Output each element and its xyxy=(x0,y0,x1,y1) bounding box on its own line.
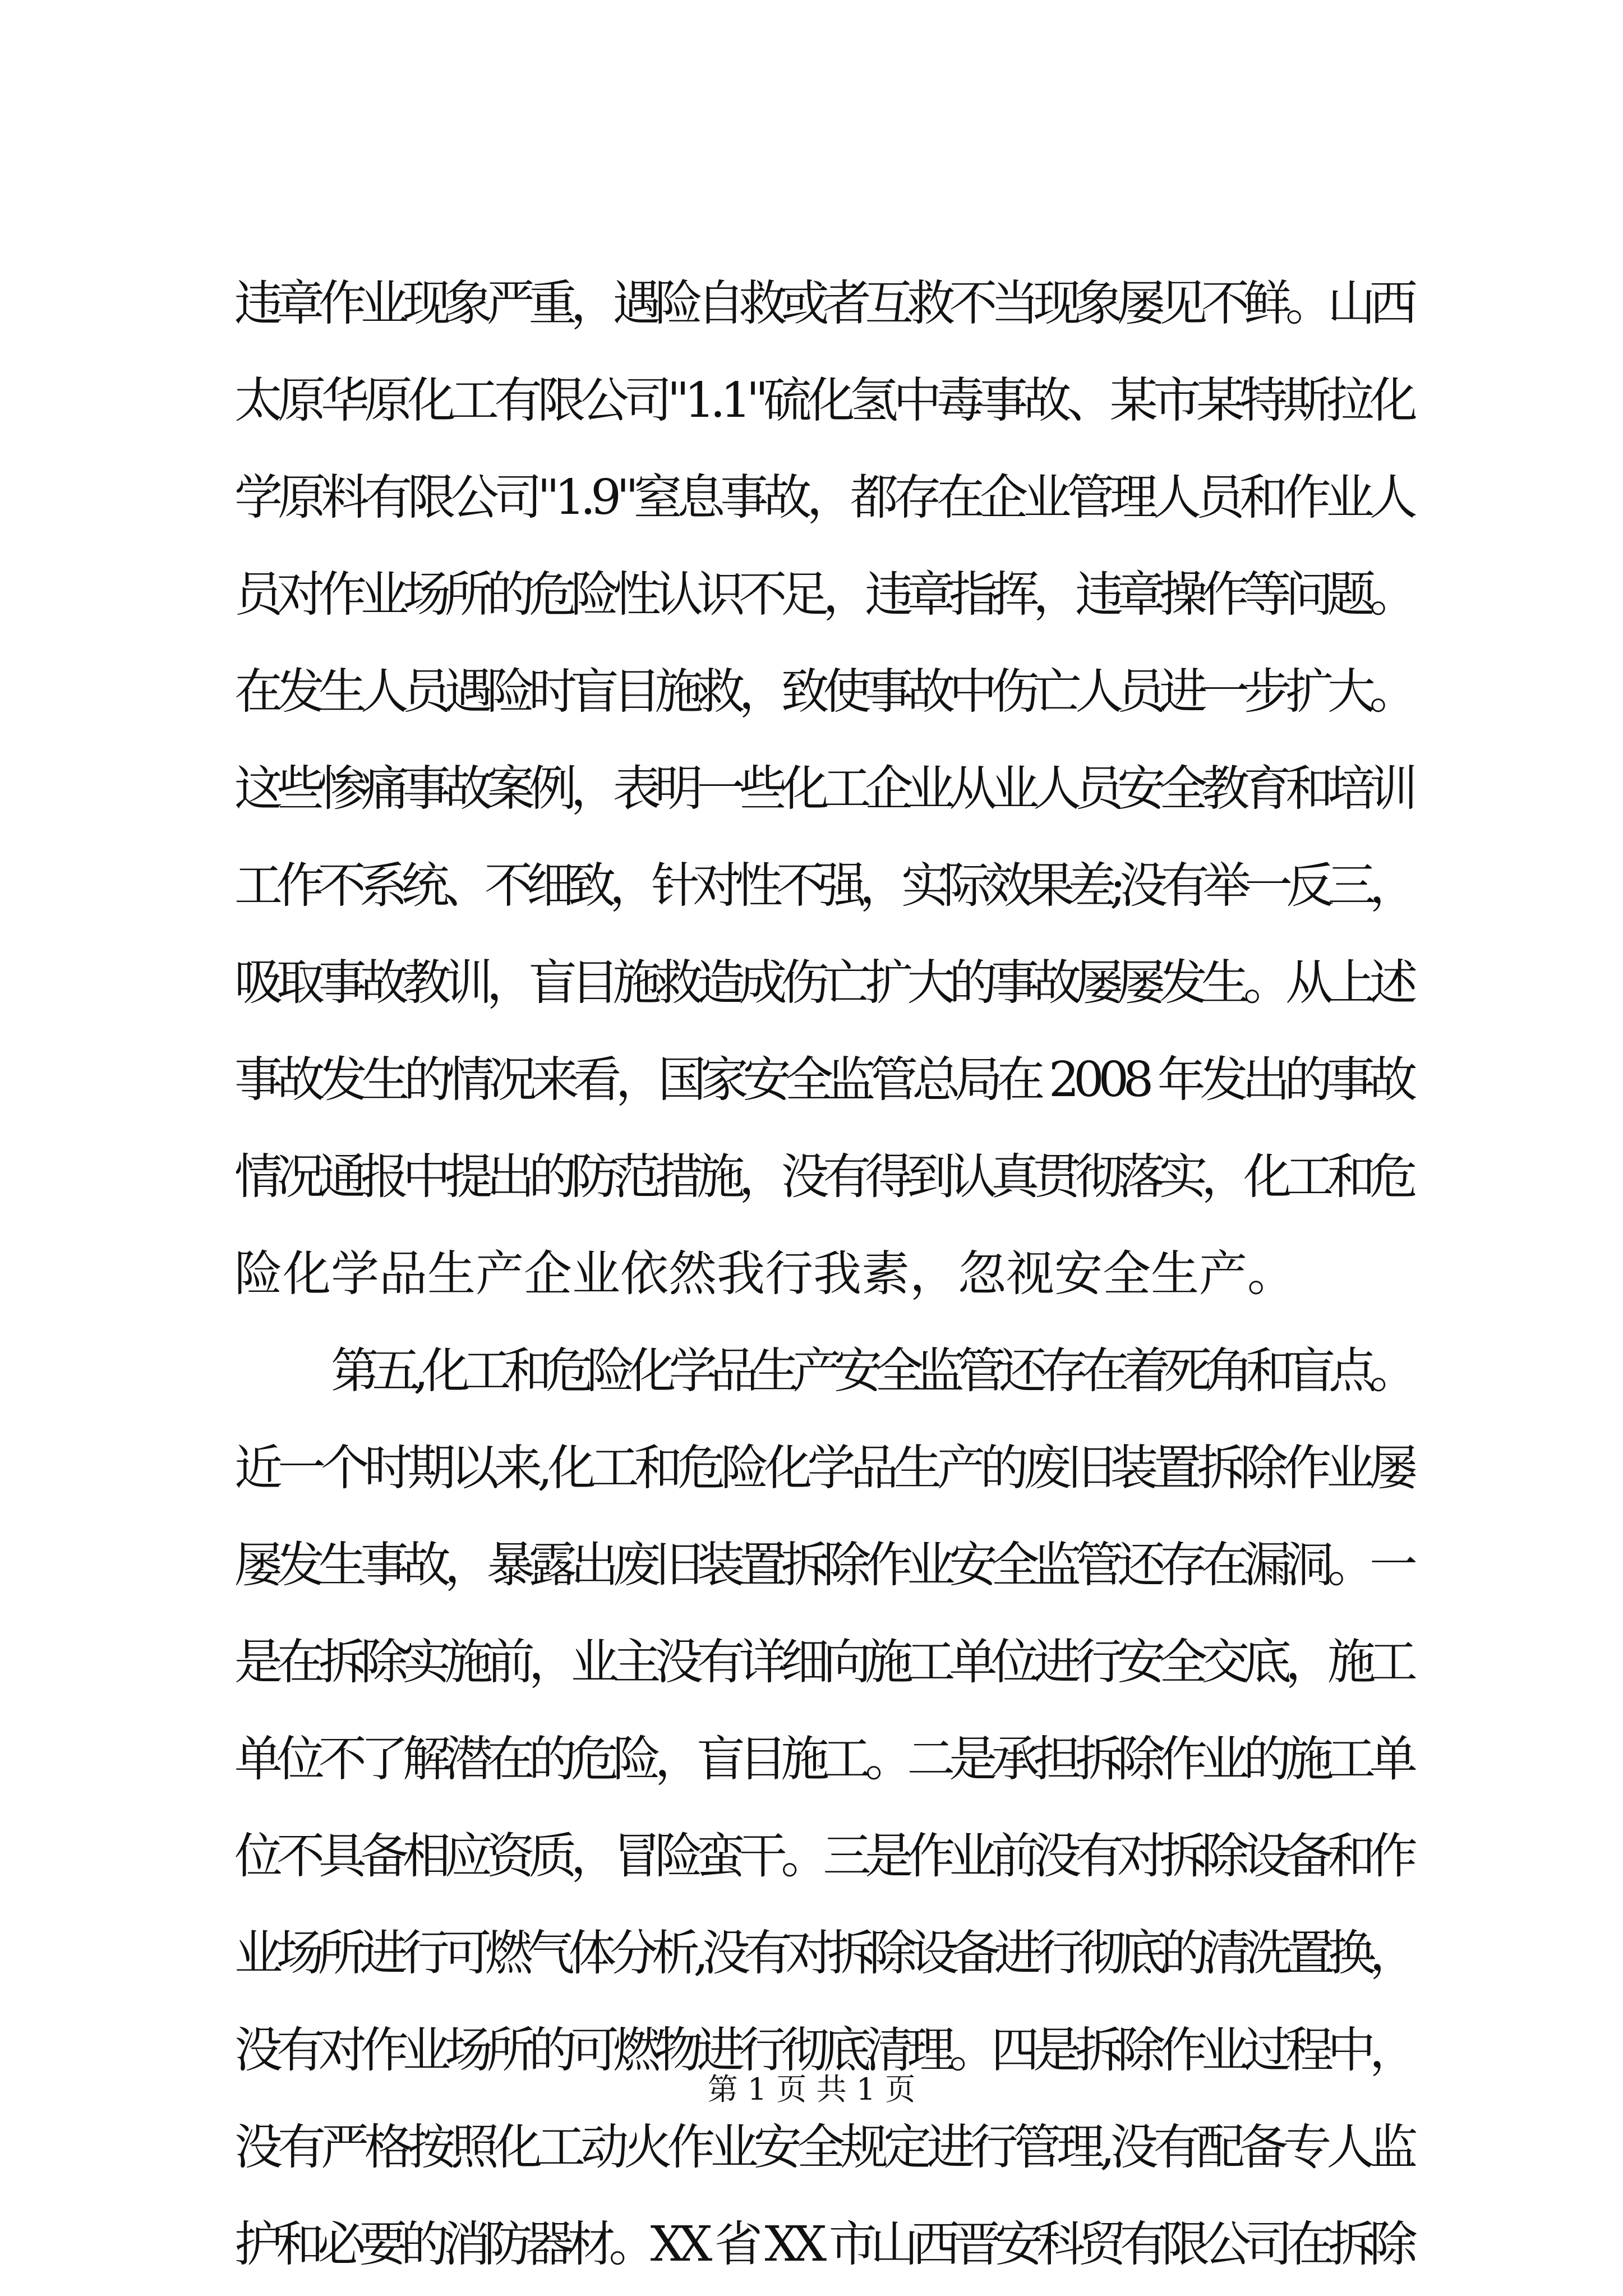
text-line: 没有严格按照化工动火作业安全规定进行管理,没有配备专人监 xyxy=(234,2119,1413,2175)
text-line: 太原华原化工有限公司"1.1"硫化氢中毒事故、某市某特斯拉化 xyxy=(234,372,1413,429)
text-line: 违章作业现象严重，遇险自救或者互救不当现象屡见不鲜。山西 xyxy=(234,275,1412,332)
text-line: 险化学品生产企业依然我行我素，忽视安全生产。 xyxy=(234,1246,1295,1302)
page-footer: 第 1 页 共 1 页 xyxy=(707,2072,916,2107)
text-line: 单位不了解潜在的危险，盲目施工。二是承担拆除作业的施工单 xyxy=(234,1731,1412,1787)
text-line: 员对作业场所的危险性认识不足，违章指挥，违章操作等问题。 xyxy=(234,567,1412,623)
text-line: 护和必要的消防器材。XX 省 XX 市山西晋安科贸有限公司在拆除 xyxy=(234,2216,1412,2272)
text-line: 近一个时期以来,化工和危险化学品生产的废旧装置拆除作业屡 xyxy=(234,1440,1413,1496)
text-line: 情况通报中提出的防范措施，没有得到认真贯彻落实，化工和危 xyxy=(234,1149,1412,1205)
text-line: 学原料有限公司"1.9"窒息事故，都存在企业管理人员和作业人 xyxy=(234,470,1413,526)
text-line: 吸取事故教训，盲目施救造成伤亡扩大的事故屡屡发生。从上述 xyxy=(234,955,1412,1011)
text-line: 工作不系统、不细致，针对性不强，实际效果差;没有举一反三， xyxy=(234,858,1412,914)
text-line: 第五,化工和危险化学品生产安全监管还存在着死角和盲点。 xyxy=(331,1343,1411,1399)
text-line: 事故发生的情况来看，国家安全监管总局在 2008 年发出的事故 xyxy=(234,1052,1412,1108)
text-line: 没有对作业场所的可燃物进行彻底清理。四是拆除作业过程中， xyxy=(234,2022,1412,2078)
text-line: 屡发生事故，暴露出废旧装置拆除作业安全监管还存在漏洞。一 xyxy=(234,1537,1412,1593)
text-line: 这些惨痛事故案例，表明一些化工企业从业人员安全教育和培训 xyxy=(234,761,1412,817)
body-text xyxy=(234,255,1418,2293)
text-line: 位不具备相应资质，冒险蛮干。三是作业前没有对拆除设备和作 xyxy=(234,1828,1412,1884)
text-line: 在发生人员遇险时盲目施救，致使事故中伤亡人员进一步扩大。 xyxy=(234,664,1412,720)
text-line: 业场所进行可燃气体分析,没有对拆除设备进行彻底的清洗置换， xyxy=(234,1925,1412,1981)
text-line: 是在拆除实施前，业主没有详细向施工单位进行安全交底，施工 xyxy=(234,1634,1412,1690)
